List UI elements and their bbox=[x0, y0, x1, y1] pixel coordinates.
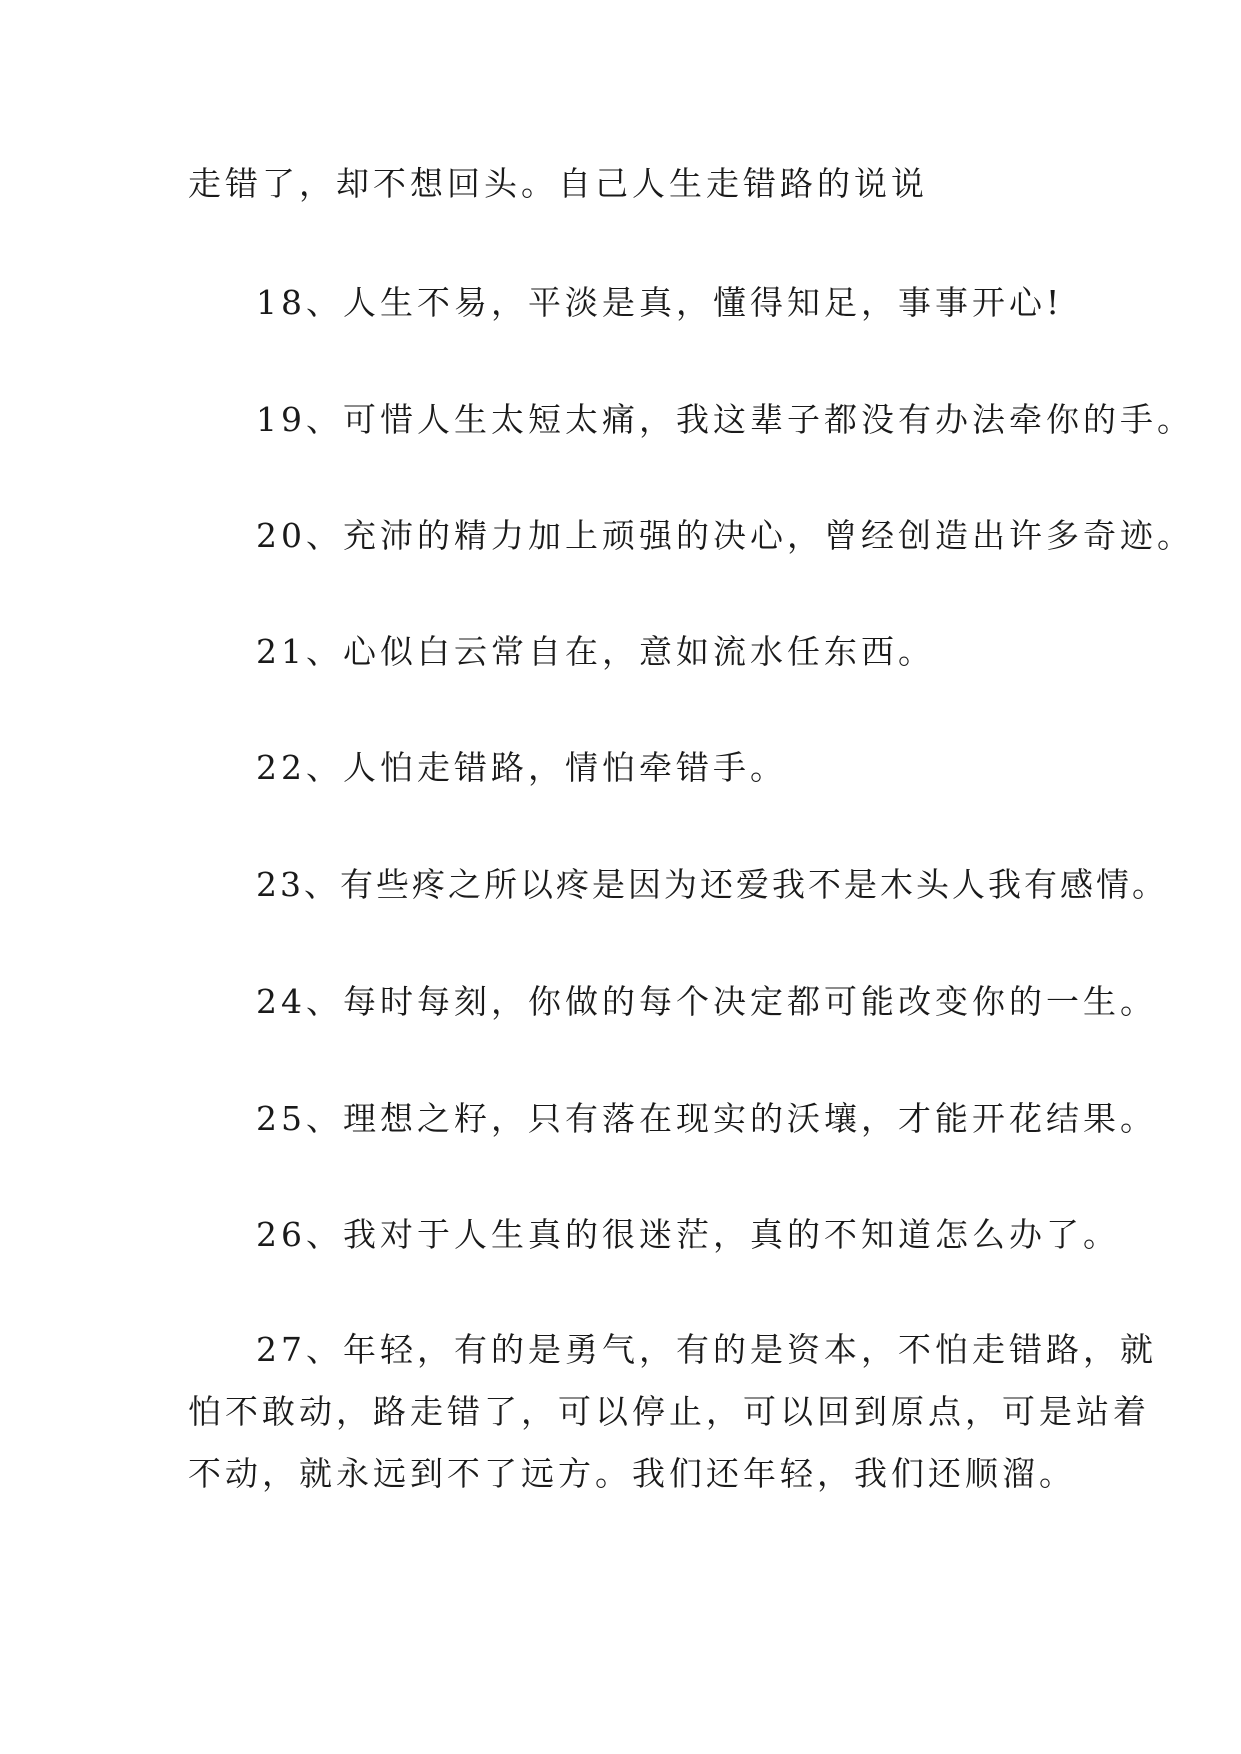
quote-22: 22、人怕走错路，情怕牵错手。 bbox=[256, 748, 787, 787]
quote-20: 20、充沛的精力加上顽强的决心，曾经创造出许多奇迹。 bbox=[256, 516, 1194, 555]
quote-25: 25、理想之籽，只有落在现实的沃壤，才能开花结果。 bbox=[256, 1099, 1157, 1138]
quote-18: 18、人生不易，平淡是真，懂得知足，事事开心! bbox=[256, 283, 1064, 322]
quote-27-line-1: 27、年轻，有的是勇气，有的是资本，不怕走错路，就 bbox=[256, 1330, 1157, 1369]
quote-26: 26、我对于人生真的很迷茫，真的不知道怎么办了。 bbox=[256, 1215, 1120, 1254]
quote-23: 23、有些疼之所以疼是因为还爱我不是木头人我有感情。 bbox=[256, 865, 1168, 904]
text-line-heading: 走错了，却不想回头。自己人生走错路的说说 bbox=[188, 164, 928, 203]
quote-24: 24、每时每刻，你做的每个决定都可能改变你的一生。 bbox=[256, 982, 1157, 1021]
quote-27-line-3: 不动，就永远到不了远方。我们还年轻，我们还顺溜。 bbox=[188, 1454, 1076, 1493]
quote-21: 21、心似白云常自在，意如流水任东西。 bbox=[256, 632, 935, 671]
quote-27-line-2: 怕不敢动，路走错了，可以停止，可以回到原点，可是站着 bbox=[188, 1392, 1150, 1431]
quote-19: 19、可惜人生太短太痛，我这辈子都没有办法牵你的手。 bbox=[256, 400, 1194, 439]
